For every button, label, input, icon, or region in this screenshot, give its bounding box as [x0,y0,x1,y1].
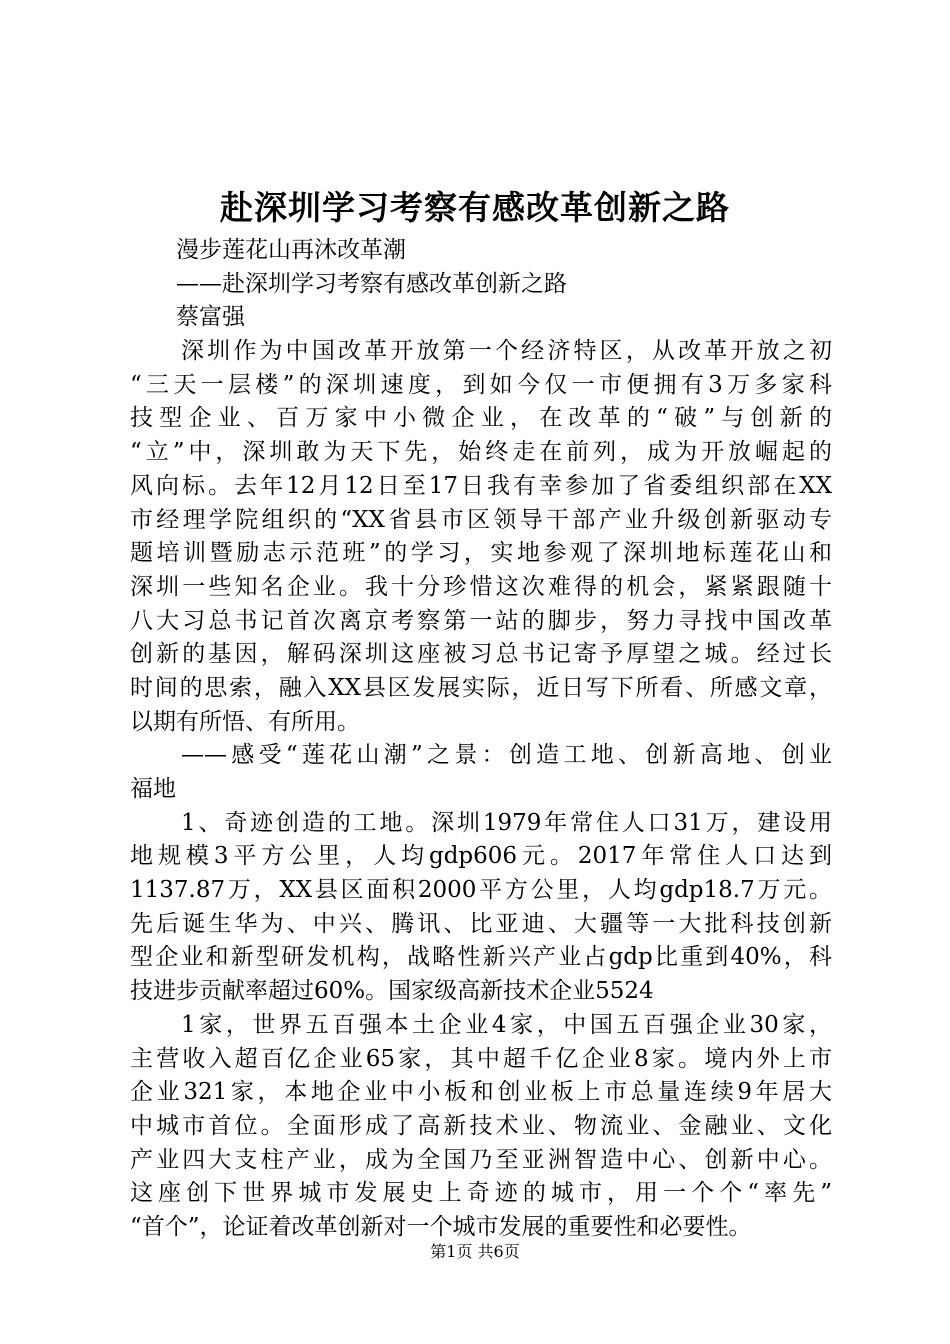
body-text-line: 地规模3平方公里，人均gdp606元。2017年常住人口达到 [130,843,832,870]
body-text-line: 中城市首位。全面形成了高新技术业、物流业、金融业、文化 [130,1112,832,1139]
body-text-line: 深圳一些知名企业。我十分珍惜这次难得的机会，紧紧跟随十 [130,573,832,600]
author-line: 蔡富强 [176,304,245,331]
body-text-line: “立”中，深圳敢为天下先，始终走在前列，成为开放崛起的 [130,439,832,466]
body-text-line: 技进步贡献率超过60%。国家级高新技术企业5524 [130,978,654,1005]
body-text-line: 产业四大支柱产业，成为全国乃至亚洲智造中心、创新中心。 [130,1146,832,1173]
body-text-line: 技型企业、百万家中小微企业，在改革的“破”与创新的 [130,405,832,432]
body-text-line: 题培训暨励志示范班”的学习，实地参观了深圳地标莲花山和 [130,540,832,567]
body-text-line: 主营收入超百亿企业65家，其中超千亿企业8家。境内外上市 [130,1045,832,1072]
body-text-line: “三天一层楼”的深圳速度，到如今仅一市便拥有3万多家科 [130,371,832,398]
body-text-line: 企业321家，本地企业中小板和创业板上市总量连续9年居大 [130,1079,832,1106]
body-text-line: “首个”，论证着改革创新对一个城市发展的重要性和必要性。 [130,1213,752,1240]
document-body [130,234,832,1245]
body-text-line: 1137.87万，XX县区面积2000平方公里，人均gdp18.7万元。 [130,877,832,904]
body-text-line: 这座创下世界城市发展史上奇迹的城市，用一个个“率先” [130,1180,832,1207]
document-title: 赴深圳学习考察有感改革创新之路 [220,188,730,227]
body-text-line: 深圳作为中国改革开放第一个经济特区，从改革开放之初 [181,338,832,365]
body-text-line: 创新的基因，解码深圳这座被习总书记寄予厚望之城。经过长 [130,641,832,668]
page-number-footer: 第1页 共6页 [430,1242,520,1261]
body-text-line: 1家，世界五百强本土企业4家，中国五百强企业30家， [181,1011,832,1038]
section-heading-line: ——感受“莲花山潮”之景：创造工地、创新高地、创业 [181,742,832,769]
body-text-line: 1、奇迹创造的工地。深圳1979年常住人口31万，建设用 [181,809,832,836]
subtitle-dash-line: ——赴深圳学习考察有感改革创新之路 [176,270,567,297]
body-text-line: 市经理学院组织的“XX省县市区领导干部产业升级创新驱动专 [130,506,832,533]
body-text-line: 先后诞生华为、中兴、腾讯、比亚迪、大疆等一大批科技创新 [130,910,832,937]
subtitle-line: 漫步莲花山再沐改革潮 [176,237,406,263]
body-text-line: 八大习总书记首次离京考察第一站的脚步，努力寻找中国改革 [130,607,832,634]
body-text-line: 风向标。去年12月12日至17日我有幸参加了省委组织部在XX [130,472,832,499]
section-heading-line: 福地 [130,776,176,802]
body-text-line: 以期有所悟、有所用。 [130,708,360,735]
body-text-line: 型企业和新型研发机构，战略性新兴产业占gdp比重到40%，科 [130,944,832,971]
body-text-line: 时间的思索，融入XX县区发展实际，近日写下所看、所感文章， [130,674,832,701]
